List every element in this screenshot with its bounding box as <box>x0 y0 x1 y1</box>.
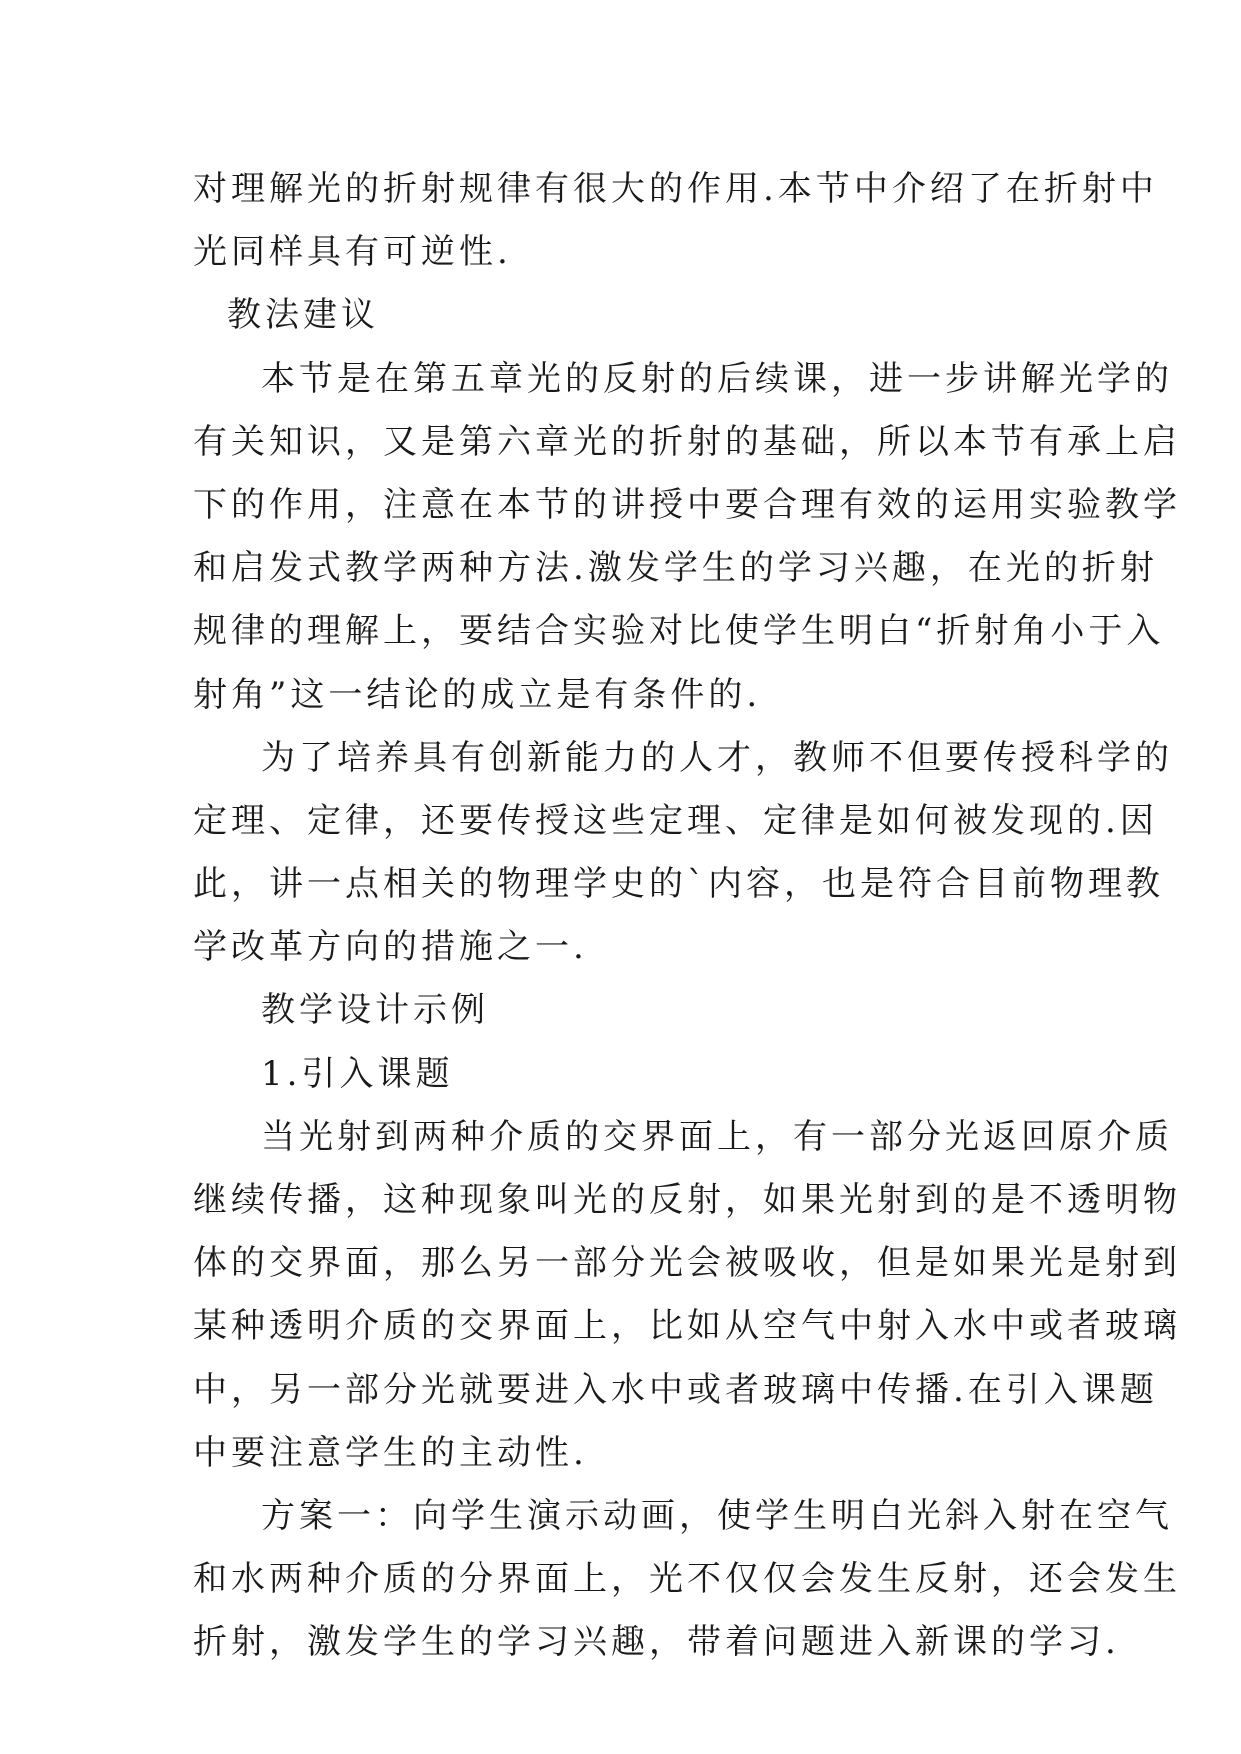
text-line: 有 关 知 识 ， 又 是 第 六 章 光 的 折 射 的 基 础 ， 所 以 本 节 有 承 上 启 <box>193 421 1181 462</box>
text-line: 某 种 透 明 介 质 的 交 界 面 上 ， 比 如 从 空 气 中 射 入 水 中 或 者 玻 璃 <box>193 1306 1181 1347</box>
text-line: 当 光 射 到 两 种 介 质 的 交 界 面 上 ， 有 一 部 分 光 返 回 原 介 质 <box>261 1116 1173 1157</box>
section-heading: 教学设计示例 <box>261 990 489 1031</box>
text-line: 下 的 作 用 ， 注 意 在 本 节 的 讲 授 中 要 合 理 有 效 的 运 用 实 验 教 学 <box>193 484 1181 525</box>
text-line: 和 水 两 种 介 质 的 分 界 面 上 ， 光 不 仅 仅 会 发 生 反 射 ， 还 会 发 生 <box>193 1559 1181 1600</box>
text-line: 学改革方向的措施之一. <box>193 927 588 968</box>
text-line: 本 节 是 在 第 五 章 光 的 反 射 的 后 续 课 ， 进 一 步 讲 解 光 学 的 <box>261 358 1173 399</box>
section-heading: 教法建议 <box>227 295 379 336</box>
subsection-heading: 1.引入课题 <box>261 1053 454 1094</box>
text-line: 中 ， 另 一 部 分 光 就 要 进 入 水 中 或 者 玻 璃 中 传 播 . 在 引 入 课 题 <box>193 1369 1158 1410</box>
text-line: 体 的 交 界 面 ， 那 么 另 一 部 分 光 会 被 吸 收 ， 但 是 如 果 光 是 射 到 <box>193 1243 1181 1284</box>
text-line: 光同样具有可逆性. <box>193 232 512 273</box>
text-line: 定 理 、 定 律 ， 还 要 传 授 这 些 定 理 、 定 律 是 如 何 被 发 现 的 . 因 <box>193 800 1158 841</box>
body-text <box>193 158 1181 1675</box>
text-line: 和 启 发 式 教 学 两 种 方 法 . 激 发 学 生 的 学 习 兴 趣 ， 在 光 的 折 射 <box>193 548 1158 589</box>
text-line: 中要注意学生的主动性. <box>193 1432 588 1473</box>
text-line: 折射，激发学生的学习兴趣，带着问题进入新课的学习. <box>193 1622 1120 1663</box>
text-line: 为 了 培 养 具 有 创 新 能 力 的 人 才 ， 教 师 不 但 要 传 授 科 学 的 <box>261 737 1173 778</box>
text-line: 此 ， 讲 一 点 相 关 的 物 理 学 史 的 ` 内 容 ， 也 是 符 合 目 前 物 理 教 <box>193 864 1164 905</box>
text-line: 射角”这一结论的成立是有条件的. <box>193 674 762 715</box>
text-line: 方 案 一 ： 向 学 生 演 示 动 画 ， 使 学 生 明 白 光 斜 入 射 在 空 气 <box>261 1495 1173 1536</box>
text-line: 继 续 传 播 ， 这 种 现 象 叫 光 的 反 射 ， 如 果 光 射 到 的 是 不 透 明 物 <box>193 1180 1181 1220</box>
text-line: 规 律 的 理 解 上 ， 要 结 合 实 验 对 比 使 学 生 明 白 “ 折 射 角 小 于 入 <box>193 611 1165 652</box>
text-line: 对 理 解 光 的 折 射 规 律 有 很 大 的 作 用 . 本 节 中 介 绍 了 在 折 射 中 <box>193 169 1158 209</box>
